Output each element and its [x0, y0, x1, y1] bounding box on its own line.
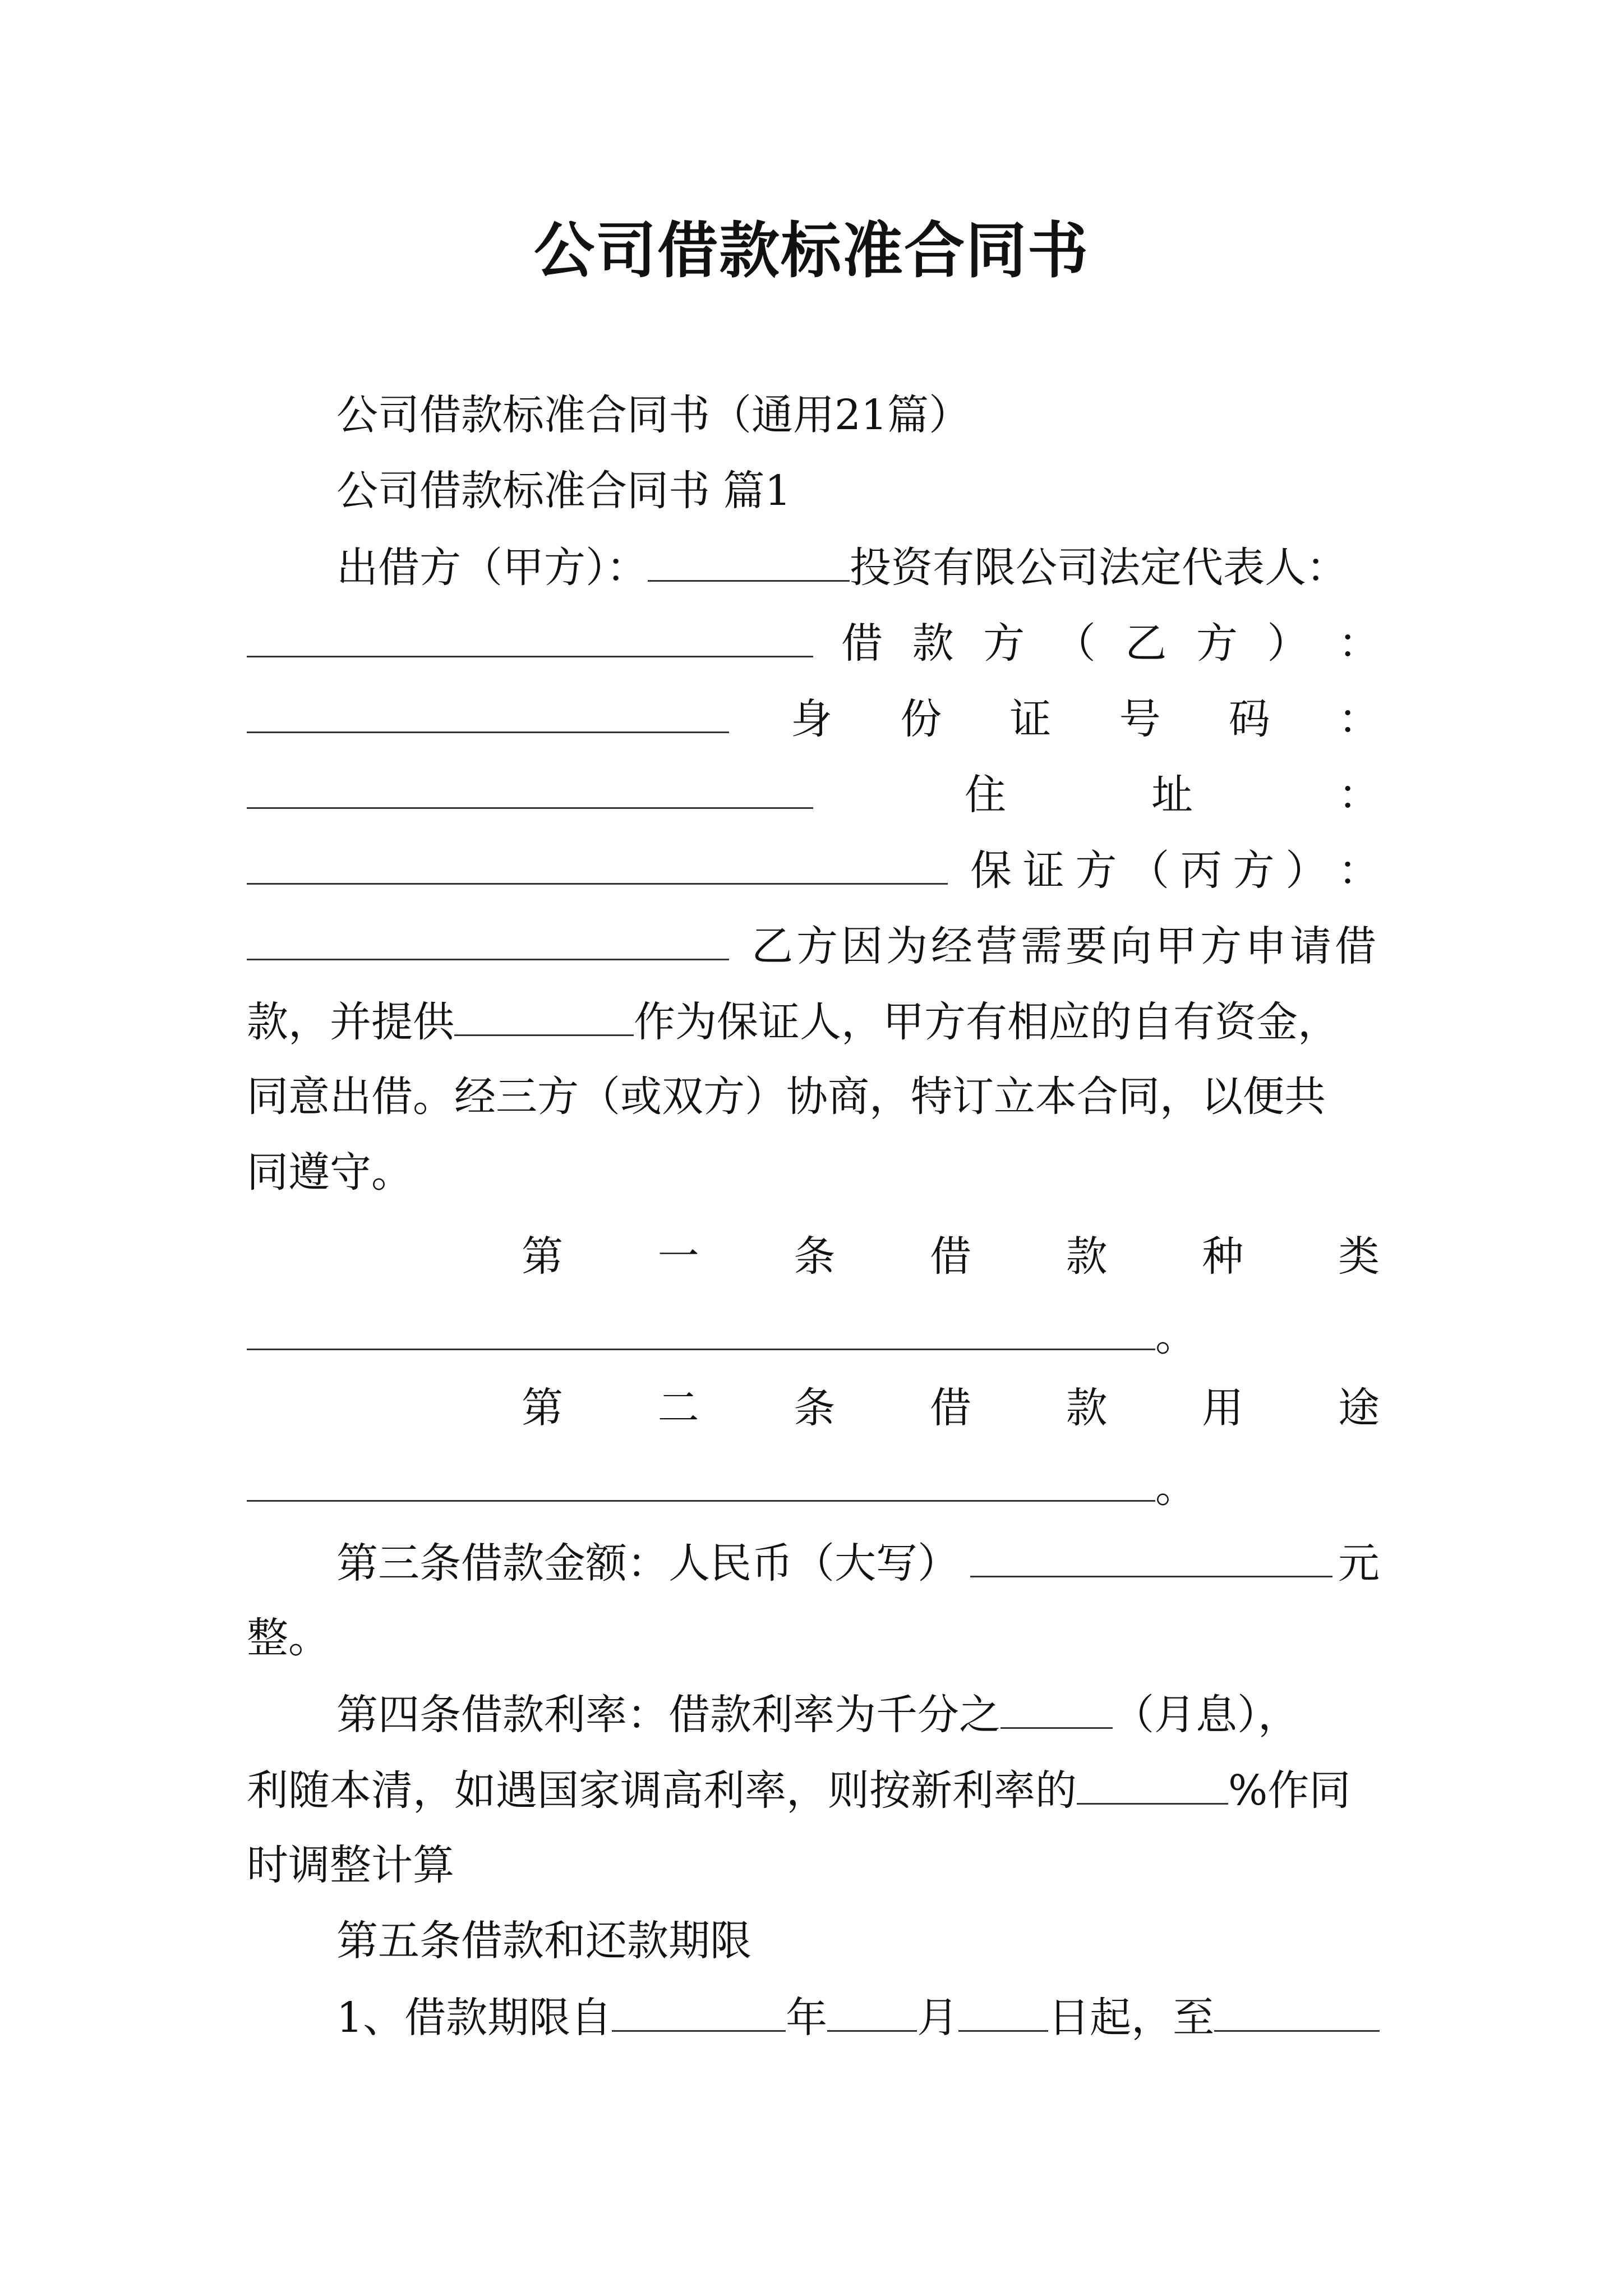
article-4-line-1: 第四条借款利率：借款利率为千分之 （月息）， — [336, 1686, 1380, 1743]
id-number-line — [247, 690, 1380, 747]
amount-blank — [970, 1534, 1332, 1577]
lender-label: 出借方（甲方）： — [336, 544, 648, 592]
loan-purpose-blank — [247, 1458, 1155, 1502]
id-number-label: 身 份 证 号 码 ： — [791, 695, 1380, 743]
loan-type-blank — [247, 1307, 1155, 1350]
article-3-cont: 整。 — [247, 1614, 330, 1662]
borrower-blank — [247, 690, 729, 733]
guarantor-label: 保 证 方 （ 丙 方 ） ： — [970, 846, 1380, 895]
article-1-heading: 第 一 条 借 款 种 类 — [522, 1232, 1380, 1281]
lender-blank — [648, 539, 850, 582]
article-4-line-2: 利随本清，如遇国家调高利率，则按新利率的 %作同 — [247, 1761, 1380, 1819]
guarantor-blank — [247, 917, 729, 960]
article-3-line: 第三条借款金额：人民币（大写） 元 — [336, 1534, 1380, 1591]
address-blank — [247, 841, 948, 885]
new-rate-blank — [1077, 1761, 1228, 1805]
document-title: 公司借款标准合同书 — [533, 216, 1089, 286]
borrower-line — [247, 614, 1380, 671]
guarantor-line — [247, 841, 1380, 899]
borrower-label: 借 款 方 （ 乙 方 ） ： — [841, 619, 1380, 668]
rep-blank — [247, 614, 813, 657]
chapter-heading: 公司借款标准合同书 篇1 — [336, 467, 791, 515]
address-line — [247, 766, 1380, 823]
article-2-blank-line: 。 — [247, 1458, 1380, 1516]
lender-suffix: 投资有限公司法定代表人： — [850, 544, 1348, 592]
intro-line-1: 乙方因为经营需要向甲方申请借 — [247, 917, 1380, 974]
start-day-blank — [958, 1989, 1048, 2032]
address-label: 住 址 ： — [965, 771, 1380, 819]
item-1-line: 1、借款期限自 年 月 日起，至 — [336, 1989, 1380, 2046]
id-number-blank — [247, 766, 813, 809]
lender-line — [336, 539, 1380, 596]
intro-line-4: 同遵守。 — [247, 1148, 413, 1197]
intro-line-3: 同意出借。经三方（或双方）协商，特订立本合同，以便共 — [247, 1073, 1326, 1121]
intro-line-2: 款，并提供 作为保证人，甲方有相应的自有资金， — [247, 993, 1380, 1050]
article-2-heading: 第 二 条 借 款 用 途 — [522, 1384, 1380, 1432]
subtitle: 公司借款标准合同书（通用21篇） — [336, 391, 971, 439]
rate-blank — [1000, 1686, 1113, 1729]
article-1-blank-line: 。 — [247, 1307, 1380, 1364]
guarantor-name-blank — [454, 993, 634, 1036]
start-year-blank — [612, 1989, 786, 2032]
article-5-heading: 第五条借款和还款期限 — [336, 1917, 751, 1965]
start-month-blank — [827, 1989, 917, 2032]
end-year-blank — [1214, 1989, 1380, 2032]
article-4-line-3: 时调整计算 — [247, 1841, 454, 1889]
